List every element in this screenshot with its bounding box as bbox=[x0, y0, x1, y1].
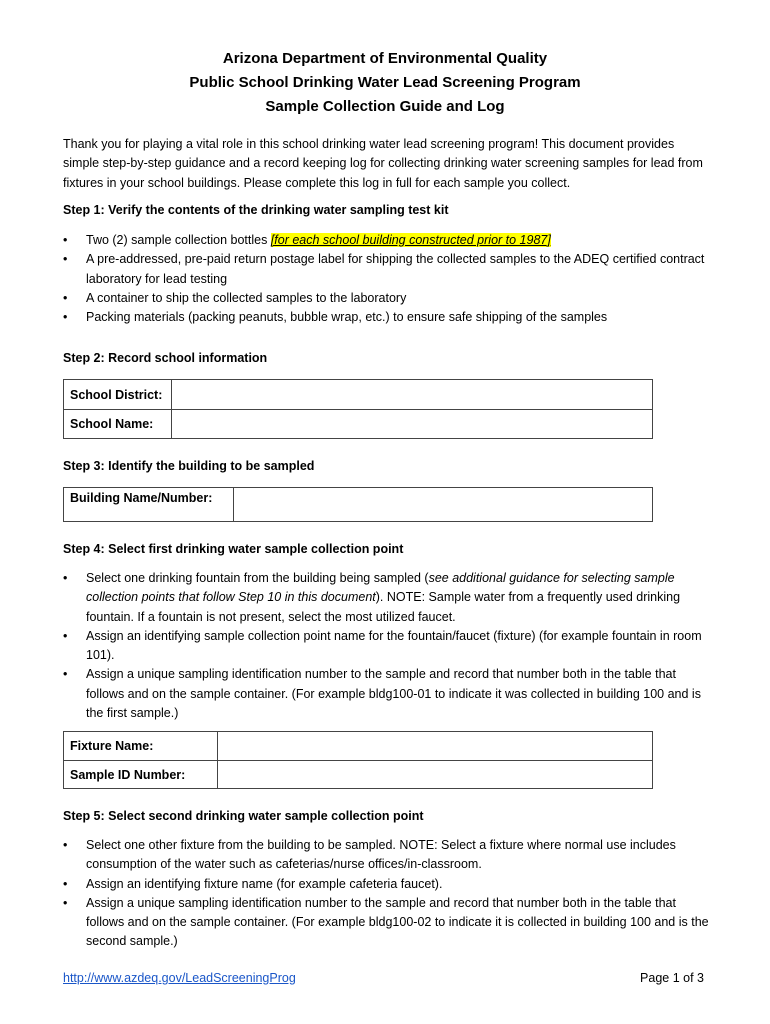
step1-heading: Step 1: Verify the contents of the drinking water sampling test kit bbox=[63, 203, 449, 217]
table-row bbox=[64, 732, 653, 761]
step3-heading: Step 3: Identify the building to be sampled bbox=[63, 459, 315, 473]
list-item bbox=[63, 665, 713, 723]
list-item-text: Two (2) sample collection bottles bbox=[86, 233, 271, 247]
table-row bbox=[64, 488, 653, 522]
bullet-icon: • bbox=[63, 895, 68, 910]
intro-paragraph: Thank you for playing a vital role in this school drinking water lead screening program! This document provides simple step-by-step guidance and a record keeping log for collecting drinking water screening samples for lead from fixtures in your school buildings. Please complete this log in full for each sample you collect. bbox=[63, 137, 703, 190]
bullet-icon: • bbox=[63, 310, 68, 325]
list-item bbox=[63, 569, 713, 627]
list-item bbox=[63, 875, 713, 894]
school-district-label: School District: bbox=[64, 380, 172, 410]
list-item-text: Assign an identifying sample collection point name for the fountain/faucet (fixture) (for example fountain in room 101). bbox=[86, 628, 702, 663]
program-title: Public School Drinking Water Lead Screening Program bbox=[189, 74, 581, 91]
list-item-text: Packing materials (packing peanuts, bubble wrap, etc.) to ensure safe shipping of the samples bbox=[86, 310, 608, 325]
step5-heading: Step 5: Select second drinking water sample collection point bbox=[63, 809, 424, 823]
building-name-label: Building Name/Number: bbox=[64, 488, 234, 522]
italic-guidance-text: see additional guidance for selecting sample collection points that follow Step 10 in this document bbox=[86, 571, 675, 605]
page-number: Page 1 of 3 bbox=[640, 971, 704, 985]
list-item-text: ). NOTE: Sample water from a frequently used drinking fountain. If a fountain is not present, select the most utilized faucet. bbox=[86, 590, 681, 624]
sample-id-field[interactable] bbox=[218, 761, 653, 789]
list-item-text: A pre-addressed, pre-paid return postage label for shipping the collected samples to the ADEQ certified contract laboratory for lead testing bbox=[86, 252, 705, 286]
school-name-field[interactable] bbox=[172, 410, 653, 439]
bullet-icon: • bbox=[63, 252, 68, 267]
bullet-icon: • bbox=[63, 876, 68, 891]
building-table bbox=[63, 487, 653, 522]
list-item bbox=[63, 894, 713, 952]
school-name-label: School Name: bbox=[64, 410, 172, 439]
list-item-text: Assign a unique sampling identification number to the sample and record that number both in the table that follows and on the sample container. (For example bldg100-01 to indicate it was collected in building 100 and is the first sample.) bbox=[86, 667, 701, 721]
list-item-text: Select one other fixture from the building to be sampled. NOTE: Select a fixture where normal use includes consumption of the water such as cafeterias/nurse offices/in-classroom. bbox=[86, 838, 676, 872]
bullet-icon: • bbox=[63, 838, 68, 852]
list-item bbox=[63, 308, 713, 327]
step4-list bbox=[63, 569, 713, 723]
step5-list bbox=[63, 836, 713, 952]
sample-id-label: Sample ID Number: bbox=[64, 761, 218, 789]
list-item bbox=[63, 836, 713, 875]
program-website-link[interactable]: http://www.azdeq.gov/LeadScreeningProg bbox=[63, 971, 296, 985]
fixture-name-field[interactable] bbox=[218, 732, 653, 761]
list-item-text: Select one drinking fountain from the building being sampled ( bbox=[86, 571, 429, 585]
list-item bbox=[63, 627, 713, 666]
fixture-table-1 bbox=[63, 731, 653, 789]
bullet-icon: • bbox=[63, 233, 68, 247]
list-item bbox=[63, 289, 713, 308]
school-district-field[interactable] bbox=[172, 380, 653, 410]
bullet-icon: • bbox=[63, 667, 68, 682]
bullet-icon: • bbox=[63, 571, 68, 585]
table-row bbox=[64, 380, 653, 410]
step2-heading: Step 2: Record school information bbox=[63, 351, 268, 365]
table-row bbox=[64, 761, 653, 789]
step1-list bbox=[63, 231, 713, 327]
highlighted-note: [for each school building constructed prior to 1987] bbox=[270, 233, 551, 247]
list-item-text: Assign an identifying fixture name (for example cafeteria faucet). bbox=[86, 876, 443, 891]
list-item-text: Assign a unique sampling identification number to the sample and record that number both in the table that follows and on the sample container. (For example bldg100-02 to indicate it is collected in building 100 and is the second sample.) bbox=[86, 895, 709, 949]
building-name-field[interactable] bbox=[234, 488, 653, 522]
bullet-icon: • bbox=[63, 290, 68, 305]
list-item-text: A container to ship the collected samples to the laboratory bbox=[86, 290, 407, 305]
table-row bbox=[64, 410, 653, 439]
bullet-icon: • bbox=[63, 628, 68, 643]
school-info-table bbox=[63, 379, 653, 439]
list-item bbox=[63, 231, 713, 250]
fixture-name-label: Fixture Name: bbox=[64, 732, 218, 761]
list-item bbox=[63, 250, 713, 289]
document-title: Sample Collection Guide and Log bbox=[265, 98, 505, 115]
step4-heading: Step 4: Select first drinking water sample collection point bbox=[63, 542, 404, 556]
agency-title: Arizona Department of Environmental Quality bbox=[222, 50, 548, 67]
